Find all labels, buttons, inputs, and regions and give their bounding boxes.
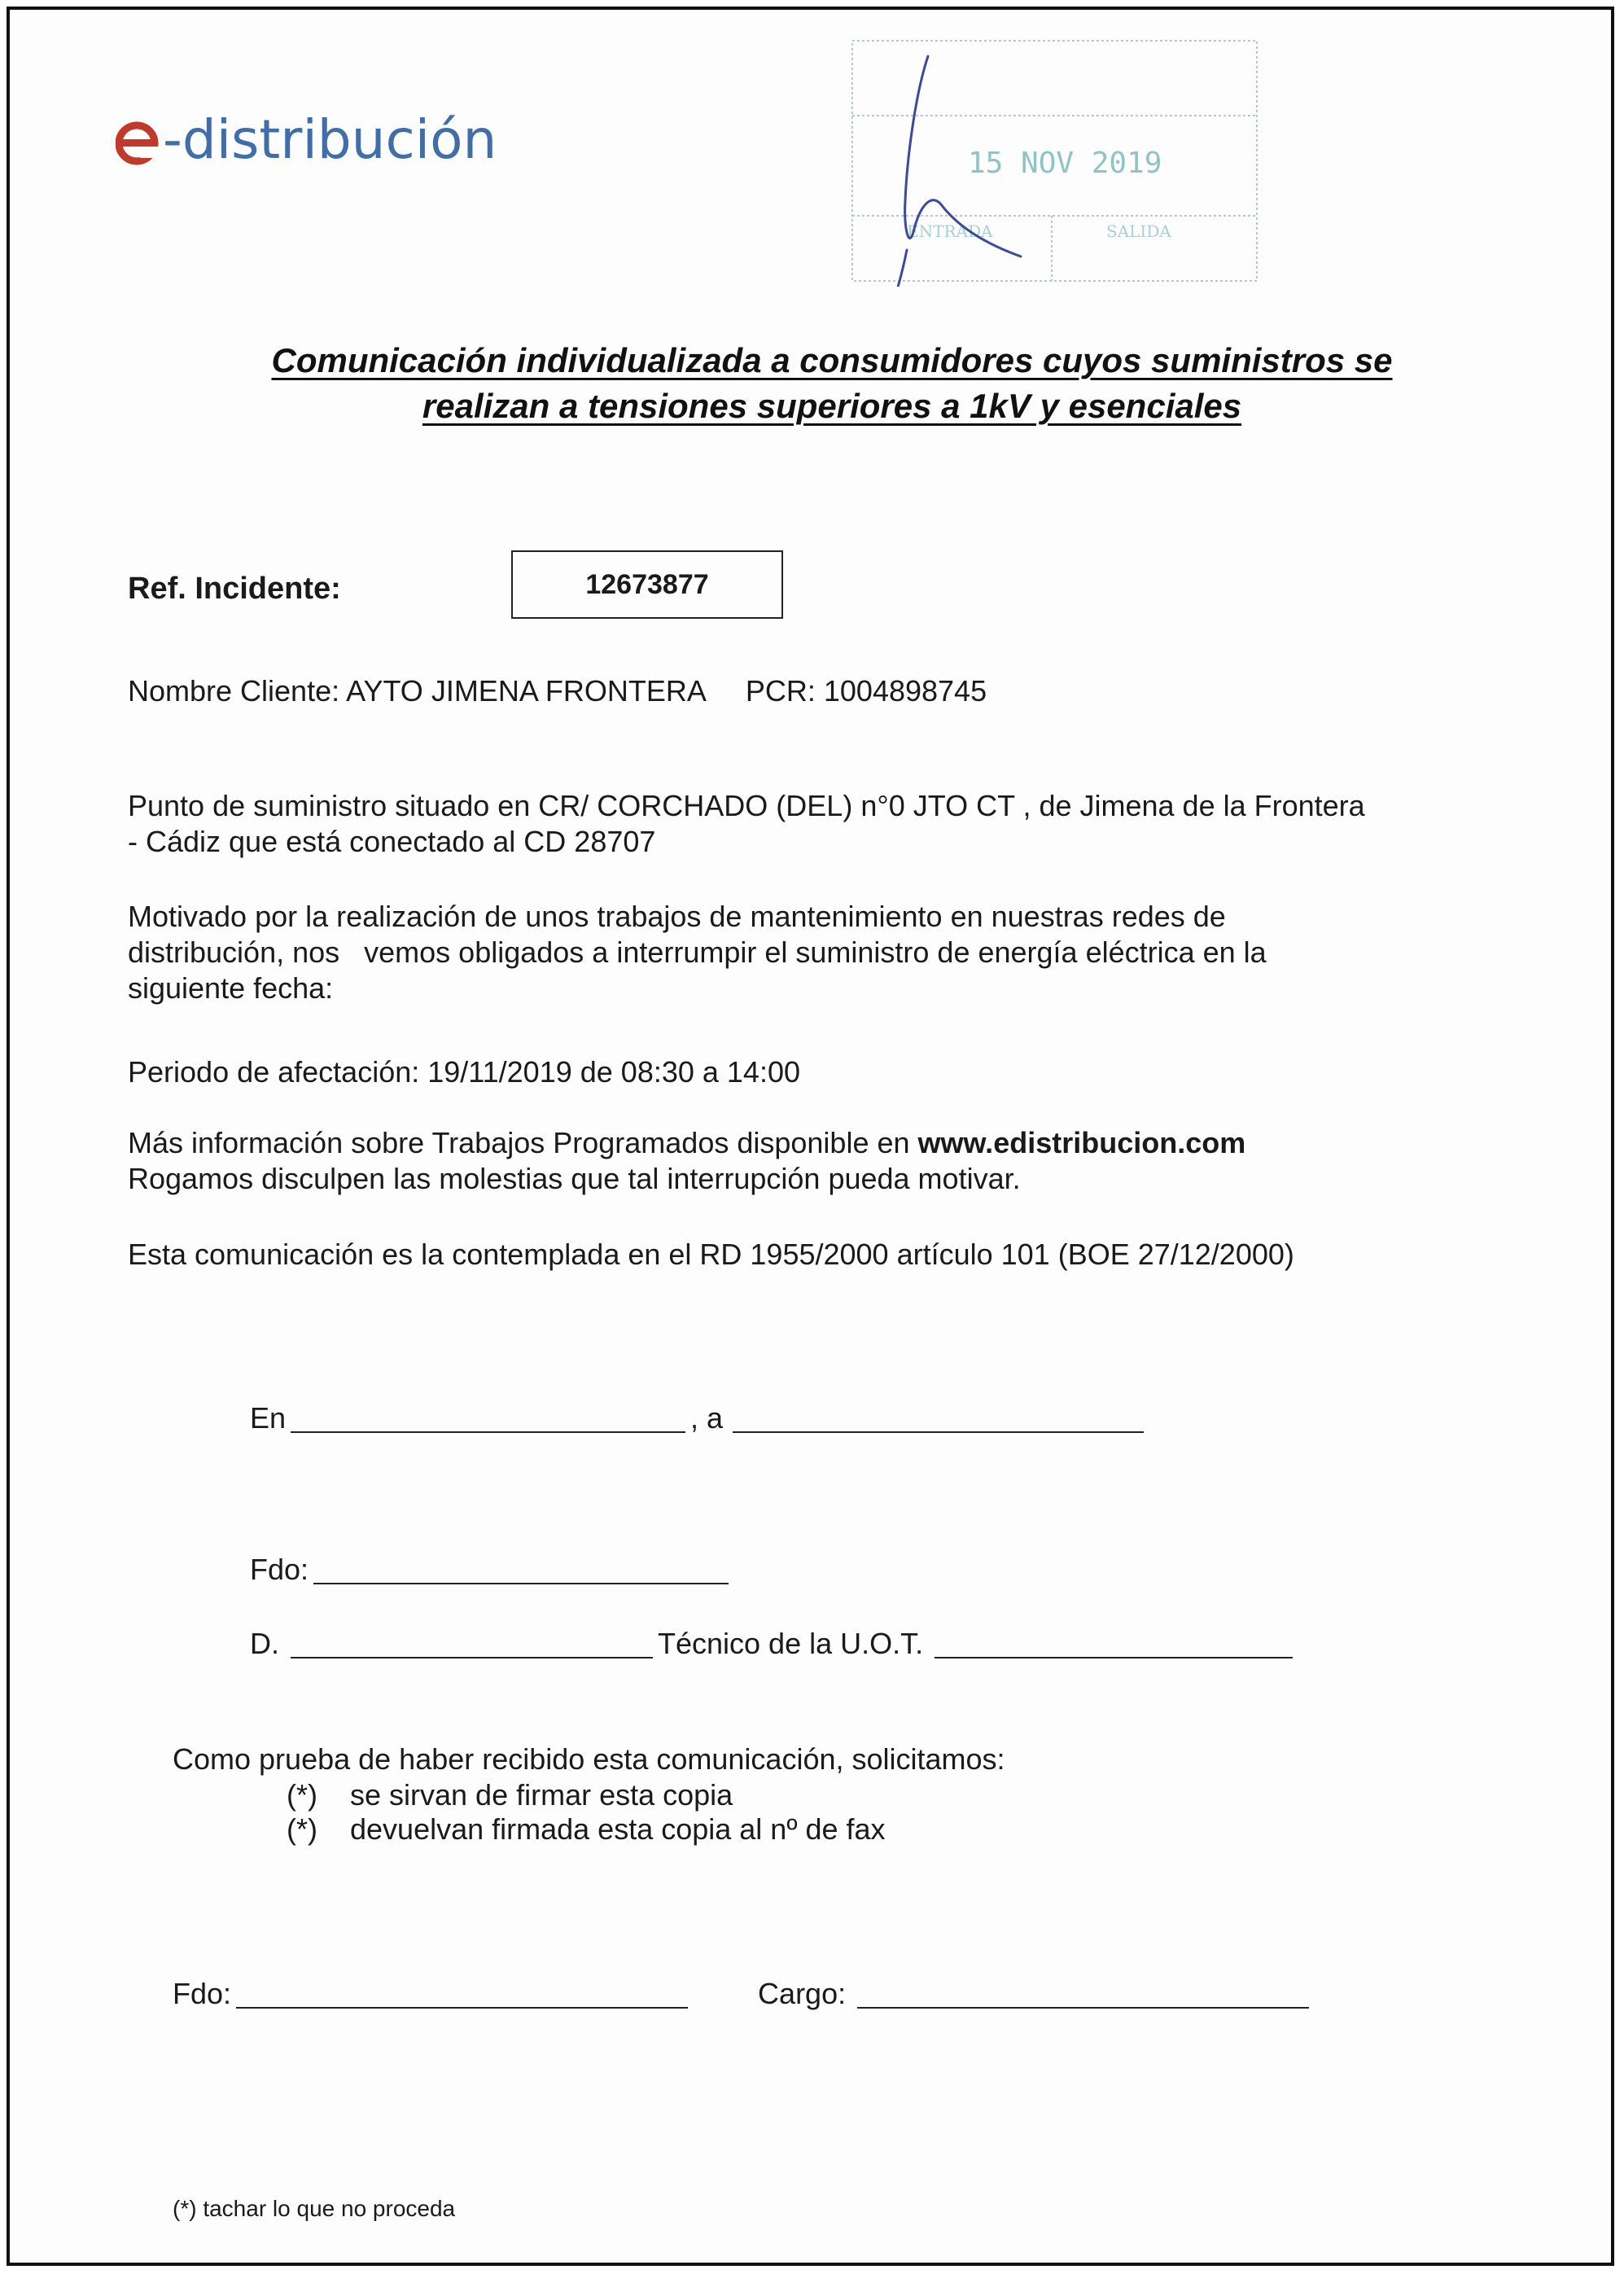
stamp-date: 15 NOV 2019 bbox=[968, 147, 1162, 180]
technician-name-row bbox=[250, 1626, 1298, 1662]
place-date-row bbox=[250, 1400, 1149, 1436]
supply-point-paragraph bbox=[128, 788, 1365, 860]
website-link[interactable]: www.edistribucion.com bbox=[917, 1126, 1246, 1159]
technician-signature-blank[interactable] bbox=[313, 1555, 729, 1584]
motive-line-3: siguiente fecha: bbox=[128, 971, 334, 1005]
asterisk-mark: (*) bbox=[287, 1778, 317, 1812]
motive-line-1: Motivado por la realización de unos trabajos de mantenimiento en nuestras redes de bbox=[128, 900, 1226, 933]
affected-period: Periodo de afectación: 19/11/2019 de 08:30 a 14:00 bbox=[128, 1055, 800, 1089]
d-label: D. bbox=[250, 1627, 279, 1660]
document-title bbox=[156, 338, 1508, 429]
supply-line-1: Punto de suministro situado en CR/ CORCHADO (DEL) n°0 JTO CT , de Jimena de la Frontera bbox=[128, 789, 1365, 822]
ref-incidente-value: 12673877 bbox=[511, 550, 783, 619]
footnote: (*) tachar lo que no proceda bbox=[173, 2196, 456, 2221]
info-prefix: Más información sobre Trabajos Programados disponible en bbox=[128, 1126, 918, 1159]
title-line-2: realizan a tensiones superiores a 1kV y esenciales bbox=[422, 387, 1242, 425]
place-blank-line[interactable] bbox=[291, 1404, 685, 1433]
logo-mark bbox=[116, 98, 571, 171]
cargo-label: Cargo: bbox=[758, 1977, 847, 2010]
receiver-signature-blank[interactable] bbox=[236, 1979, 688, 2009]
proof-intro: Como prueba de haber recibido esta comunicación, solicitamos: bbox=[173, 1742, 1005, 1776]
cargo-blank-line[interactable] bbox=[857, 1979, 1309, 2009]
ref-incidente-label: Ref. Incidente: bbox=[128, 572, 341, 606]
technician-name-blank[interactable] bbox=[291, 1629, 653, 1658]
receiver-signature-row bbox=[173, 1976, 1314, 2012]
motive-paragraph bbox=[128, 899, 1267, 1006]
fdo-label: Fdo: bbox=[250, 1553, 309, 1586]
document-page bbox=[7, 7, 1614, 2266]
proof-option-text: se sirvan de firmar esta copia bbox=[350, 1778, 733, 1812]
uot-blank-line[interactable] bbox=[935, 1629, 1293, 1658]
client-info: Nombre Cliente: AYTO JIMENA FRONTERA PCR: 1004898745 bbox=[128, 674, 987, 708]
asterisk-mark: (*) bbox=[287, 1812, 317, 1846]
supply-line-2: - Cádiz que está conectado al CD 28707 bbox=[128, 825, 656, 858]
proof-options-list bbox=[287, 1778, 886, 1847]
tecnico-uot-label: Técnico de la U.O.T. bbox=[658, 1627, 924, 1660]
title-line-1: Comunicación individualizada a consumidores cuyos suministros se bbox=[271, 341, 1393, 379]
proof-option-sign bbox=[287, 1778, 886, 1812]
stamp-entrada-label: ENTRADA bbox=[907, 221, 993, 241]
proof-option-text: devuelvan firmada esta copia al nº de fax bbox=[350, 1812, 886, 1846]
e-distribucion-logo bbox=[116, 98, 571, 179]
motive-line-2: distribución, nos vemos obligados a interrumpir el suministro de energía eléctrica en la bbox=[128, 935, 1267, 969]
date-blank-line[interactable] bbox=[733, 1404, 1144, 1433]
received-stamp bbox=[850, 38, 1261, 287]
a-label: , a bbox=[690, 1401, 724, 1435]
en-label: En bbox=[250, 1401, 287, 1435]
logo-text: -distribución bbox=[163, 108, 497, 171]
stamp-salida-label: SALIDA bbox=[1106, 221, 1171, 241]
receiver-fdo-label: Fdo: bbox=[173, 1977, 232, 2010]
info-paragraph bbox=[128, 1125, 1245, 1197]
legal-reference: Esta comunicación es la contemplada en el RD 1955/2000 artículo 101 (BOE 27/12/2000) bbox=[128, 1238, 1294, 1271]
apology-text: Rogamos disculpen las molestias que tal interrupción pueda motivar. bbox=[128, 1162, 1021, 1195]
proof-option-fax bbox=[287, 1812, 886, 1847]
technician-signature-row bbox=[250, 1552, 733, 1588]
